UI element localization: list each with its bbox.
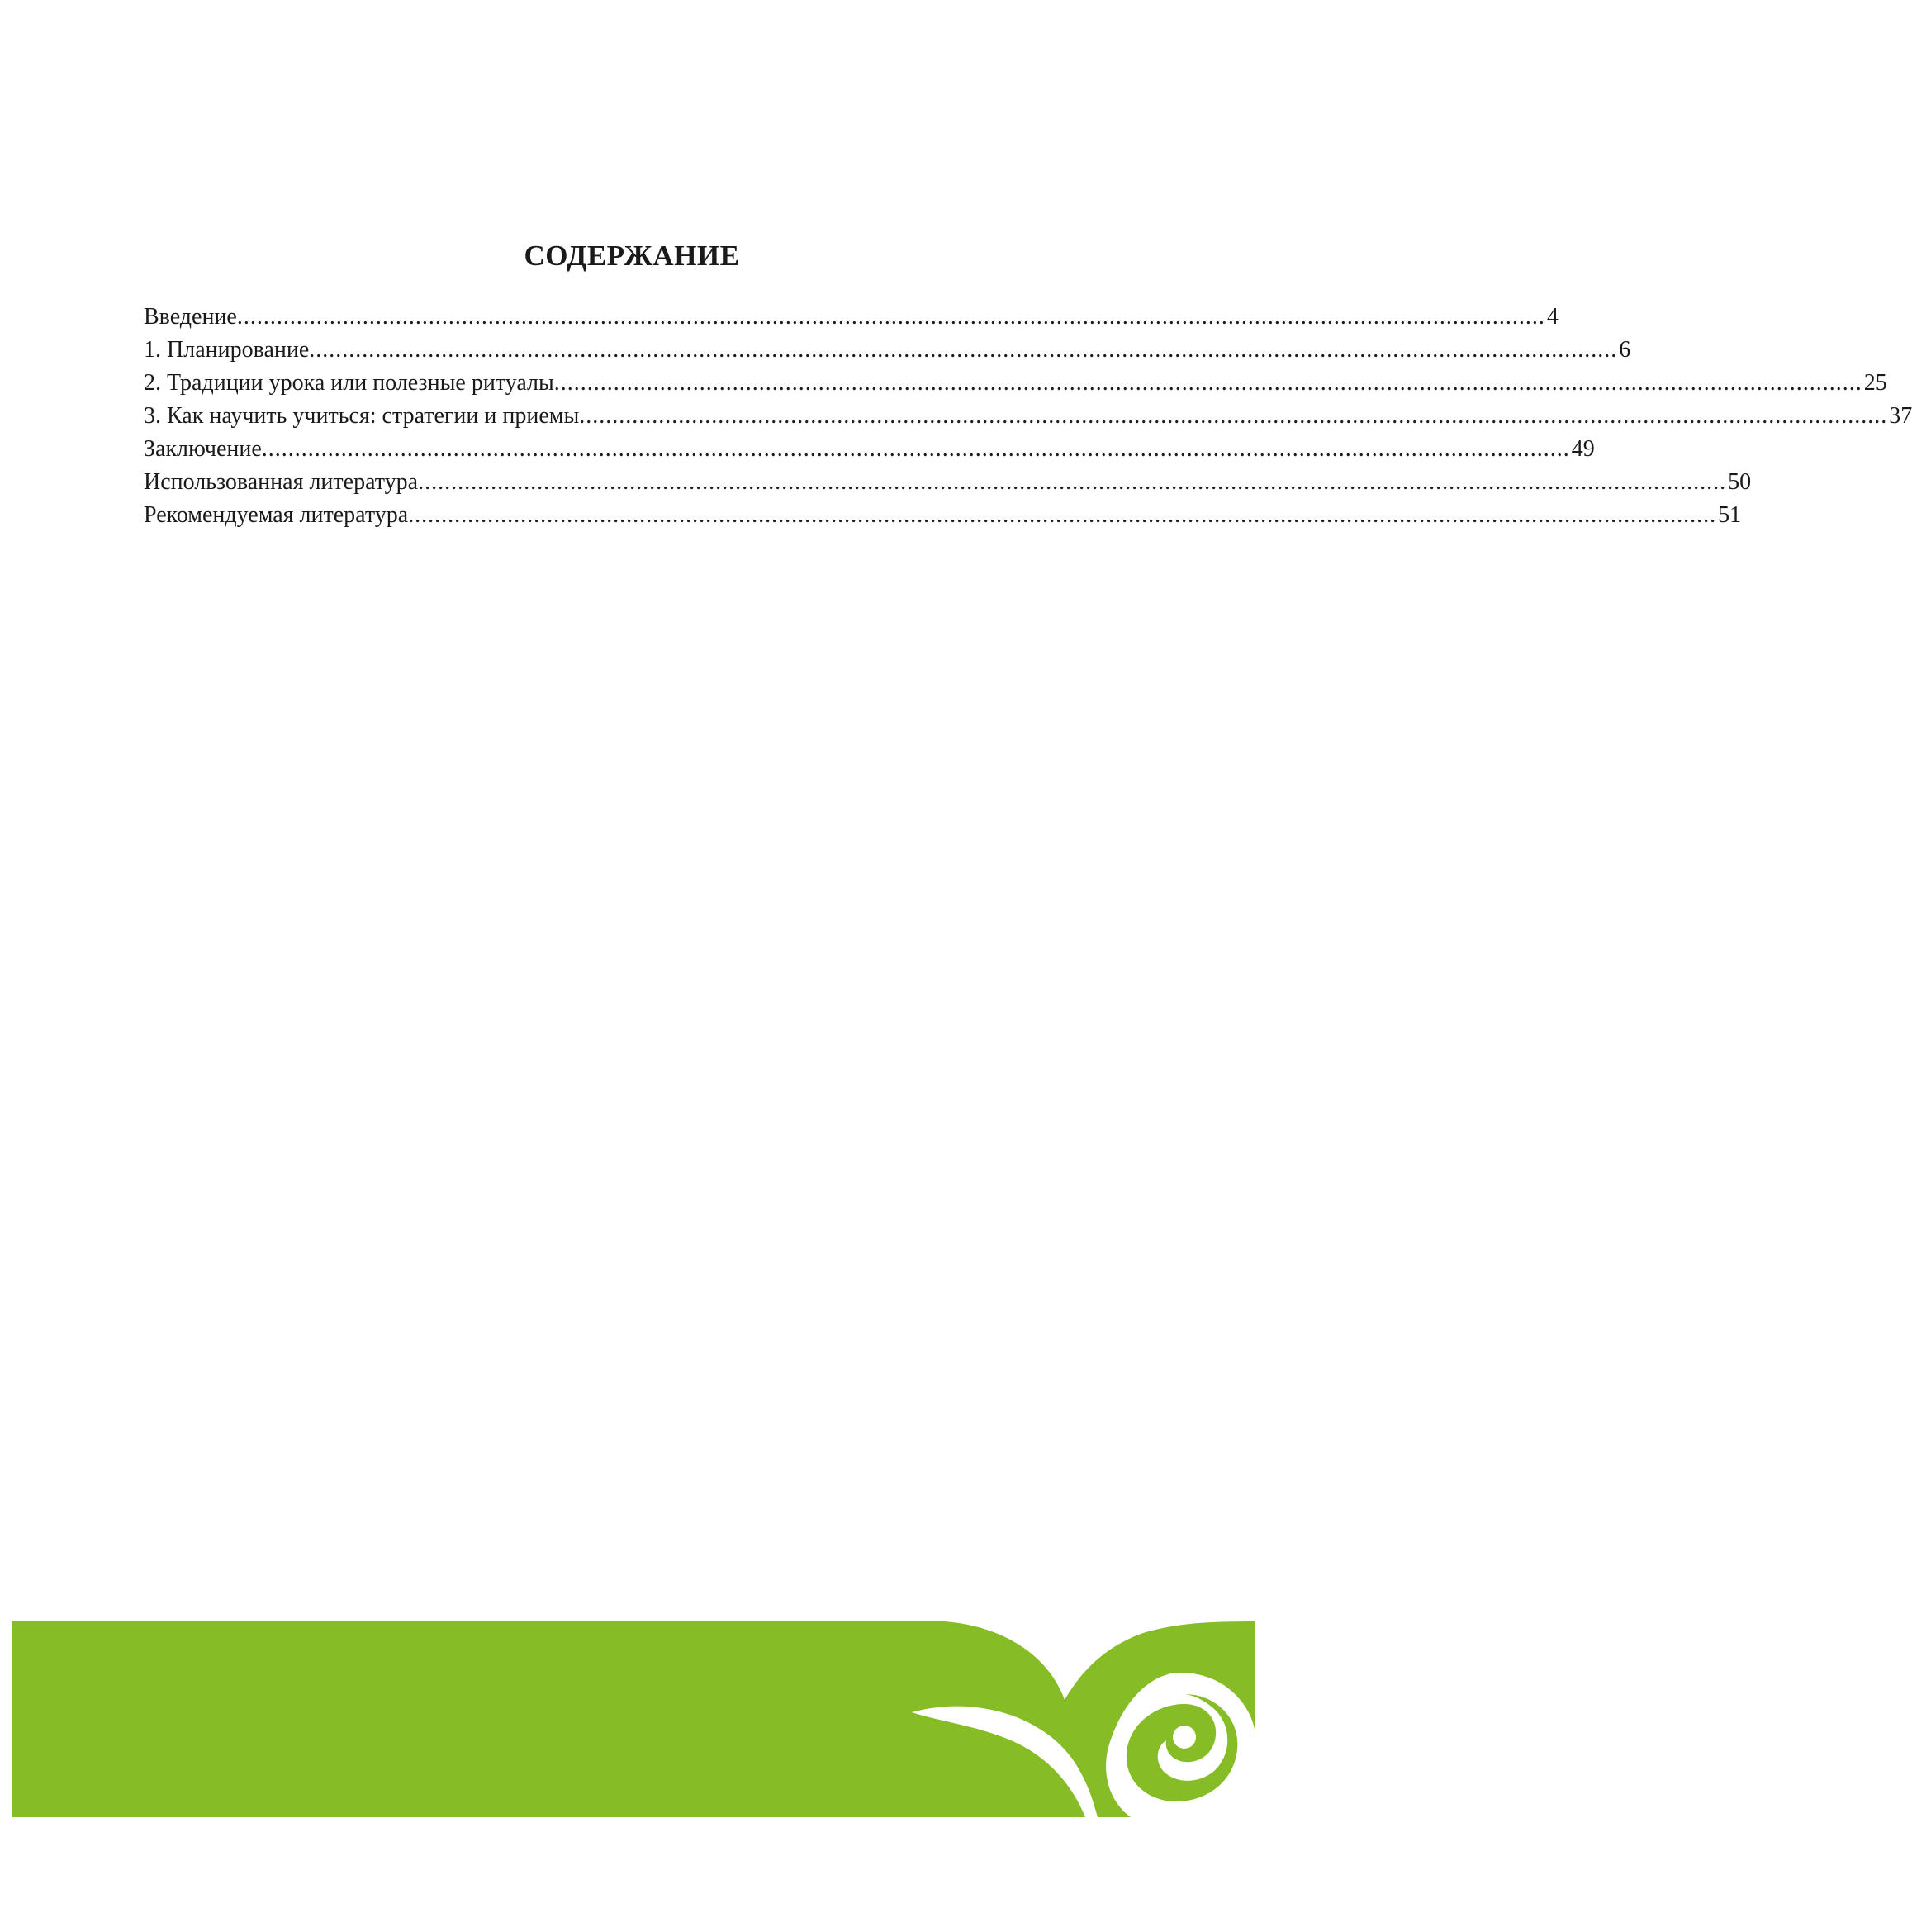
toc-entry[interactable] bbox=[144, 367, 1887, 400]
toc-leader-dots: ...................................................................................................................................................................................................... bbox=[579, 403, 1888, 429]
toc-entry-page: 25 bbox=[1863, 370, 1887, 396]
toc-entry[interactable] bbox=[144, 334, 1631, 367]
toc-entry[interactable] bbox=[144, 301, 1559, 334]
toc-entry-page: 6 bbox=[1619, 337, 1631, 363]
toc-leader-dots: ...................................................................................................................................................................................................... bbox=[261, 436, 1570, 462]
toc-leader-dots: ...................................................................................................................................................................................................... bbox=[408, 502, 1717, 528]
toc-entry-label: 2. Традиции урока или полезные ритуалы bbox=[144, 370, 554, 396]
toc-entry-page: 50 bbox=[1728, 469, 1752, 495]
green-ornament-band bbox=[12, 1621, 1255, 1817]
toc-leader-dots: ...................................................................................................................................................................................................... bbox=[553, 370, 1862, 396]
toc-entry-label: Заключение bbox=[144, 436, 262, 462]
toc-title: СОДЕРЖАНИЕ bbox=[524, 240, 740, 272]
toc-entry-page: 37 bbox=[1889, 403, 1912, 429]
toc-entry-label: Введение bbox=[144, 304, 237, 330]
ornament-spiral-center bbox=[1173, 1726, 1196, 1749]
toc-entry-label: 3. Как научить учиться: стратегии и приемы bbox=[144, 403, 580, 429]
toc-leader-dots: ...................................................................................................................................................................................................... bbox=[309, 337, 1618, 363]
toc-entry[interactable] bbox=[144, 433, 1595, 466]
toc-entry[interactable] bbox=[144, 400, 1912, 433]
toc-entry-label: Использованная литература bbox=[144, 469, 419, 495]
toc-entry-label: Рекомендуемая литература bbox=[144, 502, 409, 528]
toc-leader-dots: ...................................................................................................................................................................................................... bbox=[236, 304, 1545, 330]
toc-entry-page: 51 bbox=[1718, 502, 1742, 528]
toc-leader-dots: ...................................................................................................................................................................................................... bbox=[418, 469, 1727, 495]
toc-entry-label: 1. Планирование bbox=[144, 337, 310, 363]
toc-list bbox=[144, 301, 1912, 532]
toc-entry[interactable] bbox=[144, 466, 1752, 499]
toc-entry-page: 49 bbox=[1571, 436, 1595, 462]
toc-entry[interactable] bbox=[144, 499, 1742, 532]
toc-entry-page: 4 bbox=[1546, 304, 1559, 330]
